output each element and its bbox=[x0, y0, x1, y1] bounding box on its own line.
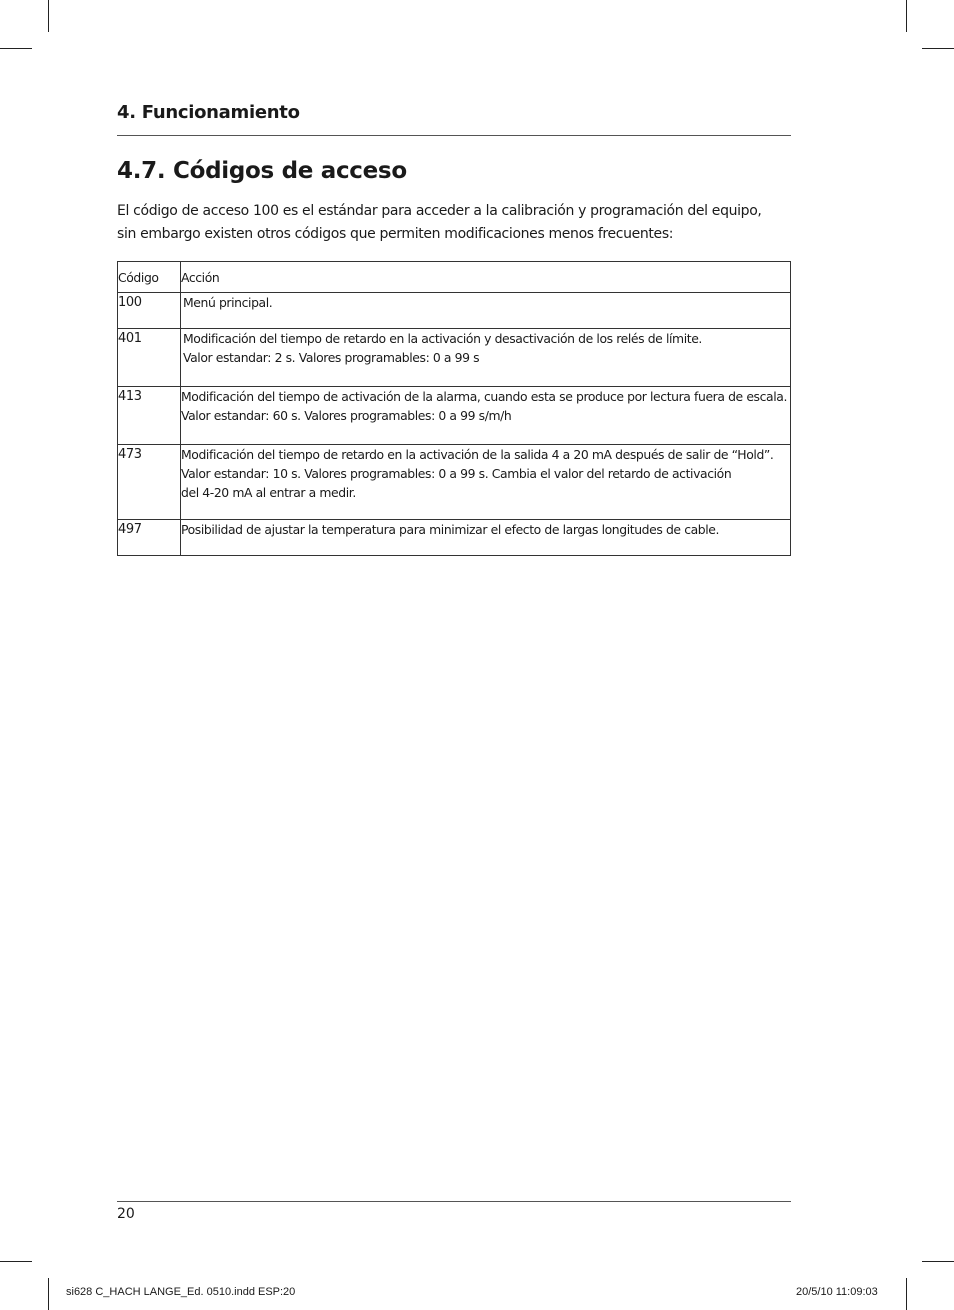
access-codes-table bbox=[117, 261, 791, 556]
footer-rule bbox=[117, 1201, 791, 1202]
code-cell: 497 bbox=[118, 520, 181, 556]
crop-mark bbox=[906, 0, 907, 32]
intro-line: El código de acceso 100 es el estándar para acceder a la calibración y programación del equipo, bbox=[117, 203, 762, 219]
crop-mark bbox=[906, 1278, 907, 1310]
column-header-code: Código bbox=[118, 262, 181, 293]
table-header-row bbox=[118, 262, 791, 293]
page-title: 4.7. Códigos de acceso bbox=[117, 158, 407, 184]
slug-timestamp: 20/5/10 11:09:03 bbox=[796, 1286, 878, 1298]
header-rule bbox=[117, 135, 791, 136]
action-line: Valor estandar: 2 s. Valores programables: 0 a 99 s bbox=[183, 350, 480, 365]
action-cell bbox=[181, 445, 791, 520]
table-row bbox=[118, 445, 791, 520]
crop-mark bbox=[922, 1261, 954, 1262]
column-header-action: Acción bbox=[181, 262, 791, 293]
action-line: del 4-20 mA al entrar a medir. bbox=[181, 485, 356, 500]
crop-mark bbox=[922, 48, 954, 49]
table-row bbox=[118, 329, 791, 387]
action-cell bbox=[181, 293, 791, 329]
table-row bbox=[118, 387, 791, 445]
page-number: 20 bbox=[117, 1206, 135, 1222]
table-row bbox=[118, 293, 791, 329]
action-line: Menú principal. bbox=[183, 295, 273, 310]
code-cell: 401 bbox=[118, 329, 181, 387]
code-cell: 100 bbox=[118, 293, 181, 329]
action-line: Modificación del tiempo de activación de la alarma, cuando esta se produce por lectura fuera de escala. bbox=[181, 389, 787, 404]
crop-mark bbox=[48, 0, 49, 32]
code-cell: 473 bbox=[118, 445, 181, 520]
action-line: Modificación del tiempo de retardo en la activación de la salida 4 a 20 mA después de salir de “Hold”. bbox=[181, 447, 774, 462]
crop-mark bbox=[0, 48, 32, 49]
action-line: Posibilidad de ajustar la temperatura para minimizar el efecto de largas longitudes de cable. bbox=[181, 522, 720, 537]
section-header: 4. Funcionamiento bbox=[117, 102, 300, 123]
crop-mark bbox=[48, 1278, 49, 1310]
intro-line: sin embargo existen otros códigos que permiten modificaciones menos frecuentes: bbox=[117, 226, 674, 242]
action-cell bbox=[181, 329, 791, 387]
action-line: Modificación del tiempo de retardo en la activación y desactivación de los relés de límite. bbox=[183, 331, 702, 346]
action-line: Valor estandar: 60 s. Valores programables: 0 a 99 s/m/h bbox=[181, 408, 512, 423]
action-line: Valor estandar: 10 s. Valores programables: 0 a 99 s. Cambia el valor del retardo de activación bbox=[181, 466, 732, 481]
intro-paragraph bbox=[117, 200, 797, 246]
code-cell: 413 bbox=[118, 387, 181, 445]
action-cell bbox=[181, 387, 791, 445]
crop-mark bbox=[0, 1261, 32, 1262]
action-cell bbox=[181, 520, 791, 556]
table-row bbox=[118, 520, 791, 556]
slug-file-info: si628 C_HACH LANGE_Ed. 0510.indd ESP:20 bbox=[66, 1286, 296, 1298]
